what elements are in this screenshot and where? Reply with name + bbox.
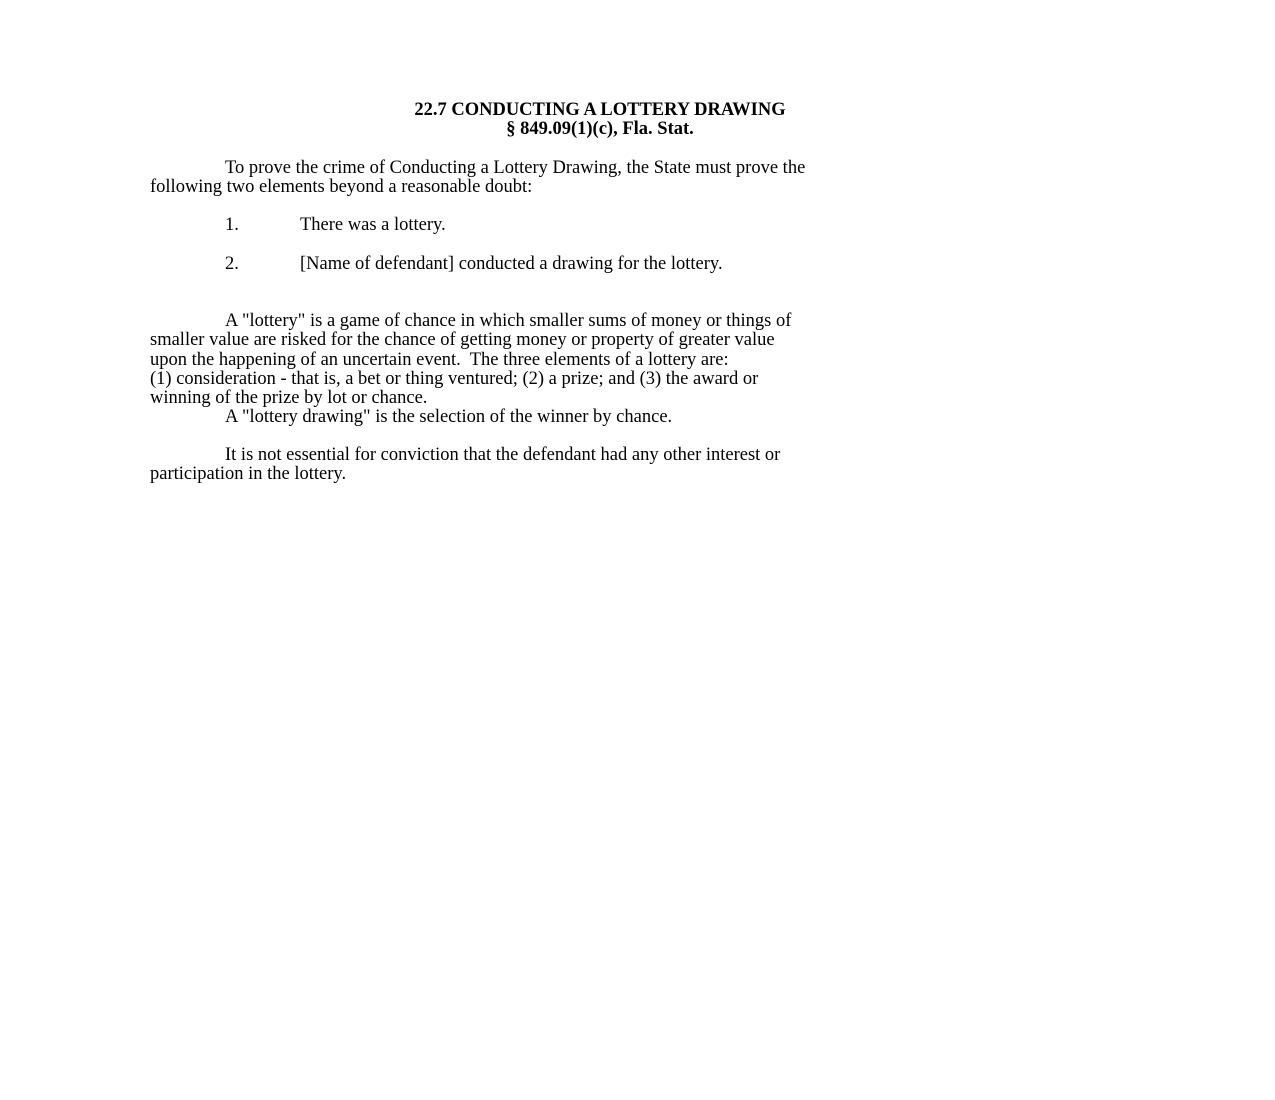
element-text: There was a lottery. [300, 215, 446, 235]
drawing-definition [150, 408, 1030, 427]
text-line: A "lottery drawing" is the selection of the winner by chance. [225, 407, 673, 427]
conviction-note [150, 446, 1030, 484]
instruction-title: 22.7 CONDUCTING A LOTTERY DRAWING [414, 100, 786, 120]
text-line: upon the happening of an uncertain event. The three elements of a lottery are: [150, 349, 729, 370]
text-line: winning of the prize by lot or chance. [150, 388, 428, 409]
text-line: following two elements beyond a reasonable doubt: [150, 177, 533, 198]
intro-paragraph [150, 159, 1030, 197]
element-number: 2. [225, 254, 239, 274]
element-text: [Name of defendant] conducted a drawing for the lottery. [300, 254, 723, 274]
text-line: It is not essential for conviction that the defendant had any other interest or [225, 445, 781, 465]
element-number: 1. [225, 215, 239, 235]
lottery-definition [150, 293, 1030, 408]
text-line: (1) consideration - that is, a bet or thing ventured; (2) a prize; and (3) the award or [150, 368, 759, 389]
text-line: participation in the lottery. [150, 464, 347, 485]
text-line: A "lottery" is a game of chance in which smaller sums of money or things of [225, 311, 792, 332]
statute-citation: § 849.09(1)(c), Fla. Stat. [506, 119, 694, 139]
text-line: smaller value are risked for the chance of getting money or property of greater value [150, 330, 775, 351]
text-line: To prove the crime of Conducting a Lottery Drawing, the State must prove the [225, 158, 806, 178]
